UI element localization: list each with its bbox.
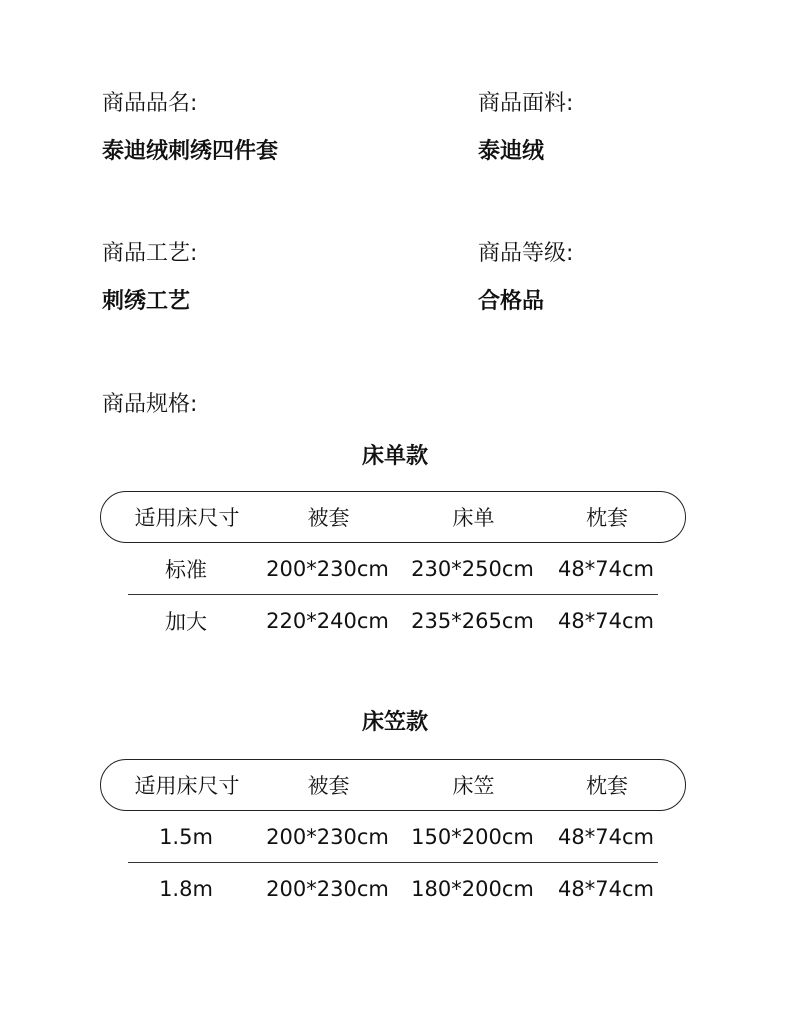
table-row bbox=[100, 863, 686, 915]
table-cell: 200*230cm bbox=[266, 877, 389, 901]
product-craft-label: 商品工艺: bbox=[102, 241, 198, 266]
table-cell: 48*74cm bbox=[558, 609, 654, 633]
product-fabric-field bbox=[478, 91, 790, 165]
table-row bbox=[100, 543, 686, 595]
table-cell: 48*74cm bbox=[558, 557, 654, 581]
table-header bbox=[100, 759, 686, 811]
product-grade-label: 商品等级: bbox=[478, 241, 574, 266]
table-header bbox=[100, 491, 686, 543]
table-cell: 48*74cm bbox=[558, 877, 654, 901]
table-cell: 标准 bbox=[165, 558, 207, 582]
table-cell: 230*250cm bbox=[411, 557, 534, 581]
table-row bbox=[100, 811, 686, 863]
product-craft-field bbox=[102, 241, 422, 315]
header-cell: 适用床尺寸 bbox=[134, 506, 240, 530]
table-cell: 1.5m bbox=[159, 825, 213, 849]
header-cell: 被套 bbox=[307, 506, 350, 530]
table-cell: 加大 bbox=[165, 610, 207, 634]
table-cell: 150*200cm bbox=[411, 825, 534, 849]
product-fabric-label: 商品面料: bbox=[478, 91, 574, 116]
product-name-value: 泰迪绒刺绣四件套 bbox=[102, 139, 279, 164]
product-grade-field bbox=[478, 241, 790, 315]
sheet-table-title: 床单款 bbox=[361, 444, 428, 469]
table-cell: 48*74cm bbox=[558, 825, 654, 849]
header-cell: 枕套 bbox=[586, 774, 628, 798]
product-name-label: 商品品名: bbox=[102, 91, 198, 116]
header-cell: 床笠 bbox=[452, 774, 495, 798]
product-grade-value: 合格品 bbox=[478, 289, 545, 314]
header-cell: 被套 bbox=[307, 774, 350, 798]
table-row bbox=[100, 595, 686, 647]
sheet-size-table bbox=[100, 491, 686, 647]
table-cell: 180*200cm bbox=[411, 877, 534, 901]
product-fabric-value: 泰迪绒 bbox=[478, 139, 545, 164]
fitted-table-title: 床笠款 bbox=[361, 710, 428, 735]
table-cell: 200*230cm bbox=[266, 825, 389, 849]
product-spec-field bbox=[102, 392, 422, 418]
product-name-field bbox=[102, 91, 422, 165]
fitted-size-table bbox=[100, 759, 686, 915]
header-cell: 适用床尺寸 bbox=[134, 774, 240, 798]
header-cell: 枕套 bbox=[586, 506, 628, 530]
table-cell: 235*265cm bbox=[411, 609, 534, 633]
table-cell: 1.8m bbox=[159, 877, 213, 901]
table-cell: 220*240cm bbox=[266, 609, 389, 633]
table-cell: 200*230cm bbox=[266, 557, 389, 581]
header-cell: 床单 bbox=[452, 506, 495, 530]
product-spec-label: 商品规格: bbox=[102, 392, 198, 417]
product-craft-value: 刺绣工艺 bbox=[102, 289, 191, 314]
